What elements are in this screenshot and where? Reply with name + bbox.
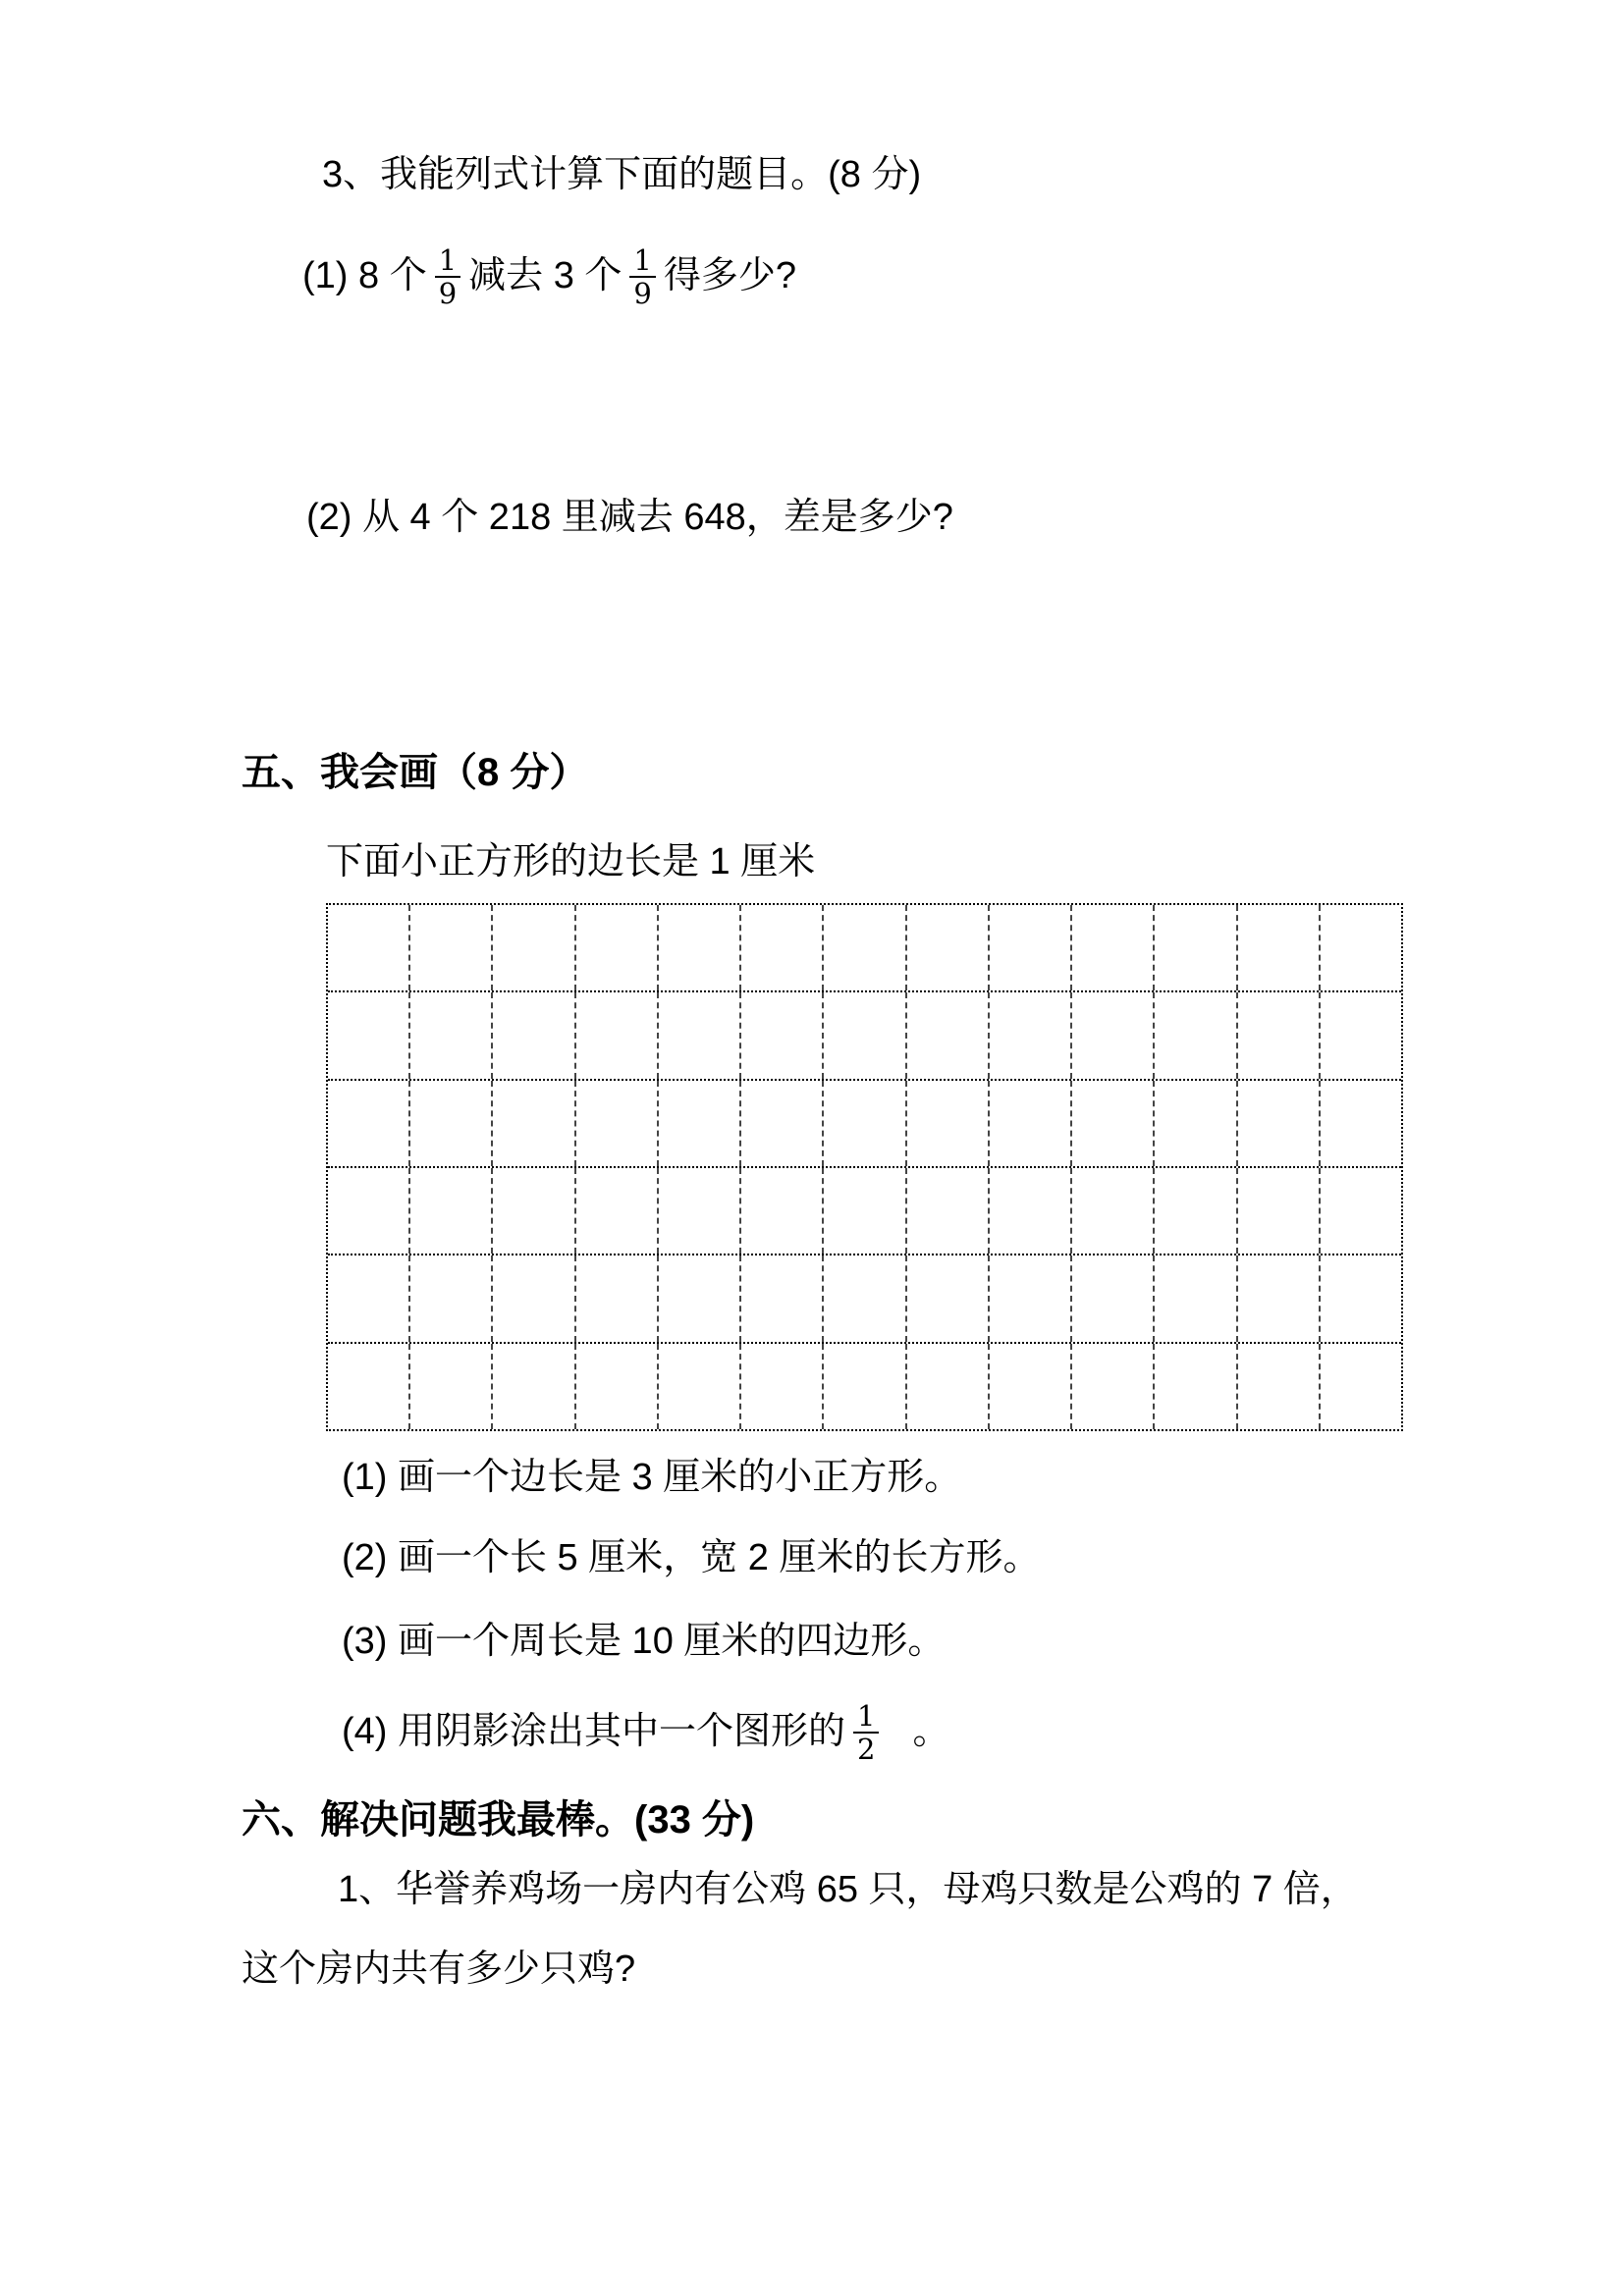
grid-cell bbox=[1238, 1168, 1321, 1254]
grid-cell bbox=[576, 905, 659, 990]
grid-cell bbox=[328, 992, 410, 1078]
question3-title: 3、我能列式计算下面的题目。(8 分) bbox=[322, 154, 922, 195]
grid-cell bbox=[1321, 1168, 1401, 1254]
grid-cell bbox=[493, 1168, 575, 1254]
section5-item2: (2) 画一个长 5 厘米，宽 2 厘米的长方形。 bbox=[342, 1537, 1041, 1578]
grid-cell bbox=[1072, 992, 1155, 1078]
grid-cell bbox=[1072, 1255, 1155, 1341]
grid-cell bbox=[1238, 1255, 1321, 1341]
fraction-denominator: 2 bbox=[857, 1733, 876, 1766]
grid-cell bbox=[824, 1255, 906, 1341]
section6-heading: 六、解决问题我最棒。(33 分) bbox=[242, 1798, 755, 1842]
grid-cell bbox=[576, 1344, 659, 1429]
grid-cell bbox=[659, 992, 741, 1078]
grid-cell bbox=[824, 905, 906, 990]
grid-cell bbox=[907, 1344, 990, 1429]
grid-cell bbox=[328, 1081, 410, 1166]
grid-cell bbox=[824, 1081, 906, 1166]
grid-cell bbox=[824, 1168, 906, 1254]
grid-cell bbox=[1072, 905, 1155, 990]
grid-cell bbox=[1238, 905, 1321, 990]
fraction-numerator: 1 bbox=[853, 1700, 879, 1734]
grid-cell bbox=[990, 1255, 1072, 1341]
section5-item4-suffix: 。 bbox=[912, 1711, 950, 1753]
grid-cell bbox=[741, 1255, 824, 1341]
fraction-one-ninth bbox=[629, 244, 655, 310]
fraction-one-half bbox=[853, 1700, 879, 1766]
grid-cell bbox=[1321, 1344, 1401, 1429]
grid-cell bbox=[410, 992, 493, 1078]
grid-cell bbox=[576, 1255, 659, 1341]
grid-cell bbox=[328, 1255, 410, 1341]
grid-cell bbox=[410, 1081, 493, 1166]
grid-caption: 下面小正方形的边长是 1 厘米 bbox=[326, 841, 816, 882]
fraction-one-ninth bbox=[435, 244, 460, 310]
grid-cell bbox=[741, 905, 824, 990]
grid-row bbox=[328, 992, 1401, 1080]
grid-cell bbox=[410, 905, 493, 990]
grid-cell bbox=[1238, 992, 1321, 1078]
grid-cell bbox=[907, 905, 990, 990]
grid-cell bbox=[659, 1344, 741, 1429]
question3-item1 bbox=[302, 234, 796, 320]
grid-cell bbox=[1155, 1081, 1237, 1166]
grid-cell bbox=[659, 1168, 741, 1254]
grid-cell bbox=[493, 905, 575, 990]
grid-row bbox=[328, 1344, 1401, 1429]
grid-cell bbox=[824, 1344, 906, 1429]
section6-problem1-line2: 这个房内共有多少只鸡? bbox=[242, 1949, 636, 1990]
grid-cell bbox=[1155, 1344, 1237, 1429]
grid-cell bbox=[741, 1344, 824, 1429]
question3-item2: (2) 从 4 个 218 里减去 648，差是多少? bbox=[306, 497, 953, 538]
grid-cell bbox=[328, 1344, 410, 1429]
question3-item1-middle: 减去 3 个 bbox=[468, 255, 623, 297]
grid-cell bbox=[741, 992, 824, 1078]
grid-row bbox=[328, 1168, 1401, 1255]
grid-cell bbox=[493, 1344, 575, 1429]
grid-cell bbox=[1155, 992, 1237, 1078]
fraction-numerator: 1 bbox=[435, 244, 460, 278]
fraction-denominator: 9 bbox=[438, 277, 458, 310]
grid-cell bbox=[659, 1081, 741, 1166]
grid-cell bbox=[1072, 1344, 1155, 1429]
grid-cell bbox=[328, 905, 410, 990]
grid-cell bbox=[1155, 1255, 1237, 1341]
grid-cell bbox=[741, 1081, 824, 1166]
grid-cell bbox=[990, 1081, 1072, 1166]
grid-cell bbox=[907, 992, 990, 1078]
grid-cell bbox=[1072, 1081, 1155, 1166]
question3-item1-prefix: (1) 8 个 bbox=[302, 255, 427, 297]
grid-row bbox=[328, 1081, 1401, 1168]
grid-cell bbox=[1321, 1081, 1401, 1166]
grid-cell bbox=[1155, 1168, 1237, 1254]
grid-cell bbox=[1155, 905, 1237, 990]
grid-cell bbox=[990, 905, 1072, 990]
grid-cell bbox=[410, 1255, 493, 1341]
grid-cell bbox=[824, 992, 906, 1078]
grid-cell bbox=[410, 1168, 493, 1254]
grid-cell bbox=[493, 1255, 575, 1341]
section5-item4 bbox=[342, 1690, 949, 1775]
grid-cell bbox=[576, 992, 659, 1078]
grid-cell bbox=[1321, 1255, 1401, 1341]
grid-cell bbox=[990, 1344, 1072, 1429]
grid-cell bbox=[659, 1255, 741, 1341]
grid-cell bbox=[741, 1168, 824, 1254]
grid-cell bbox=[493, 992, 575, 1078]
grid-cell bbox=[576, 1168, 659, 1254]
grid-row bbox=[328, 905, 1401, 992]
grid-cell bbox=[990, 1168, 1072, 1254]
grid-cell bbox=[328, 1168, 410, 1254]
grid-cell bbox=[576, 1081, 659, 1166]
fraction-numerator: 1 bbox=[629, 244, 655, 278]
section5-item1: (1) 画一个边长是 3 厘米的小正方形。 bbox=[342, 1457, 962, 1498]
question3-item1-suffix: 得多少? bbox=[663, 255, 796, 297]
grid-row bbox=[328, 1255, 1401, 1343]
grid-cell bbox=[1238, 1081, 1321, 1166]
grid-cell bbox=[907, 1081, 990, 1166]
grid-cell bbox=[990, 992, 1072, 1078]
grid-cell bbox=[659, 905, 741, 990]
section5-item4-prefix: (4) 用阴影涂出其中一个图形的 bbox=[342, 1711, 846, 1753]
grid-cell bbox=[493, 1081, 575, 1166]
section5-item3: (3) 画一个周长是 10 厘米的四边形。 bbox=[342, 1621, 946, 1662]
grid-cell bbox=[1321, 992, 1401, 1078]
grid-cell bbox=[907, 1255, 990, 1341]
grid-cell bbox=[907, 1168, 990, 1254]
grid-cell bbox=[410, 1344, 493, 1429]
section6-problem1-line1: 1、华誉养鸡场一房内有公鸡 65 只，母鸡只数是公鸡的 7 倍， bbox=[338, 1869, 1358, 1910]
drawing-grid bbox=[326, 903, 1403, 1431]
grid-cell bbox=[1238, 1344, 1321, 1429]
grid-cell bbox=[1072, 1168, 1155, 1254]
grid-cell bbox=[1321, 905, 1401, 990]
section5-heading: 五、我会画（8 分） bbox=[242, 751, 589, 794]
fraction-denominator: 9 bbox=[633, 277, 652, 310]
